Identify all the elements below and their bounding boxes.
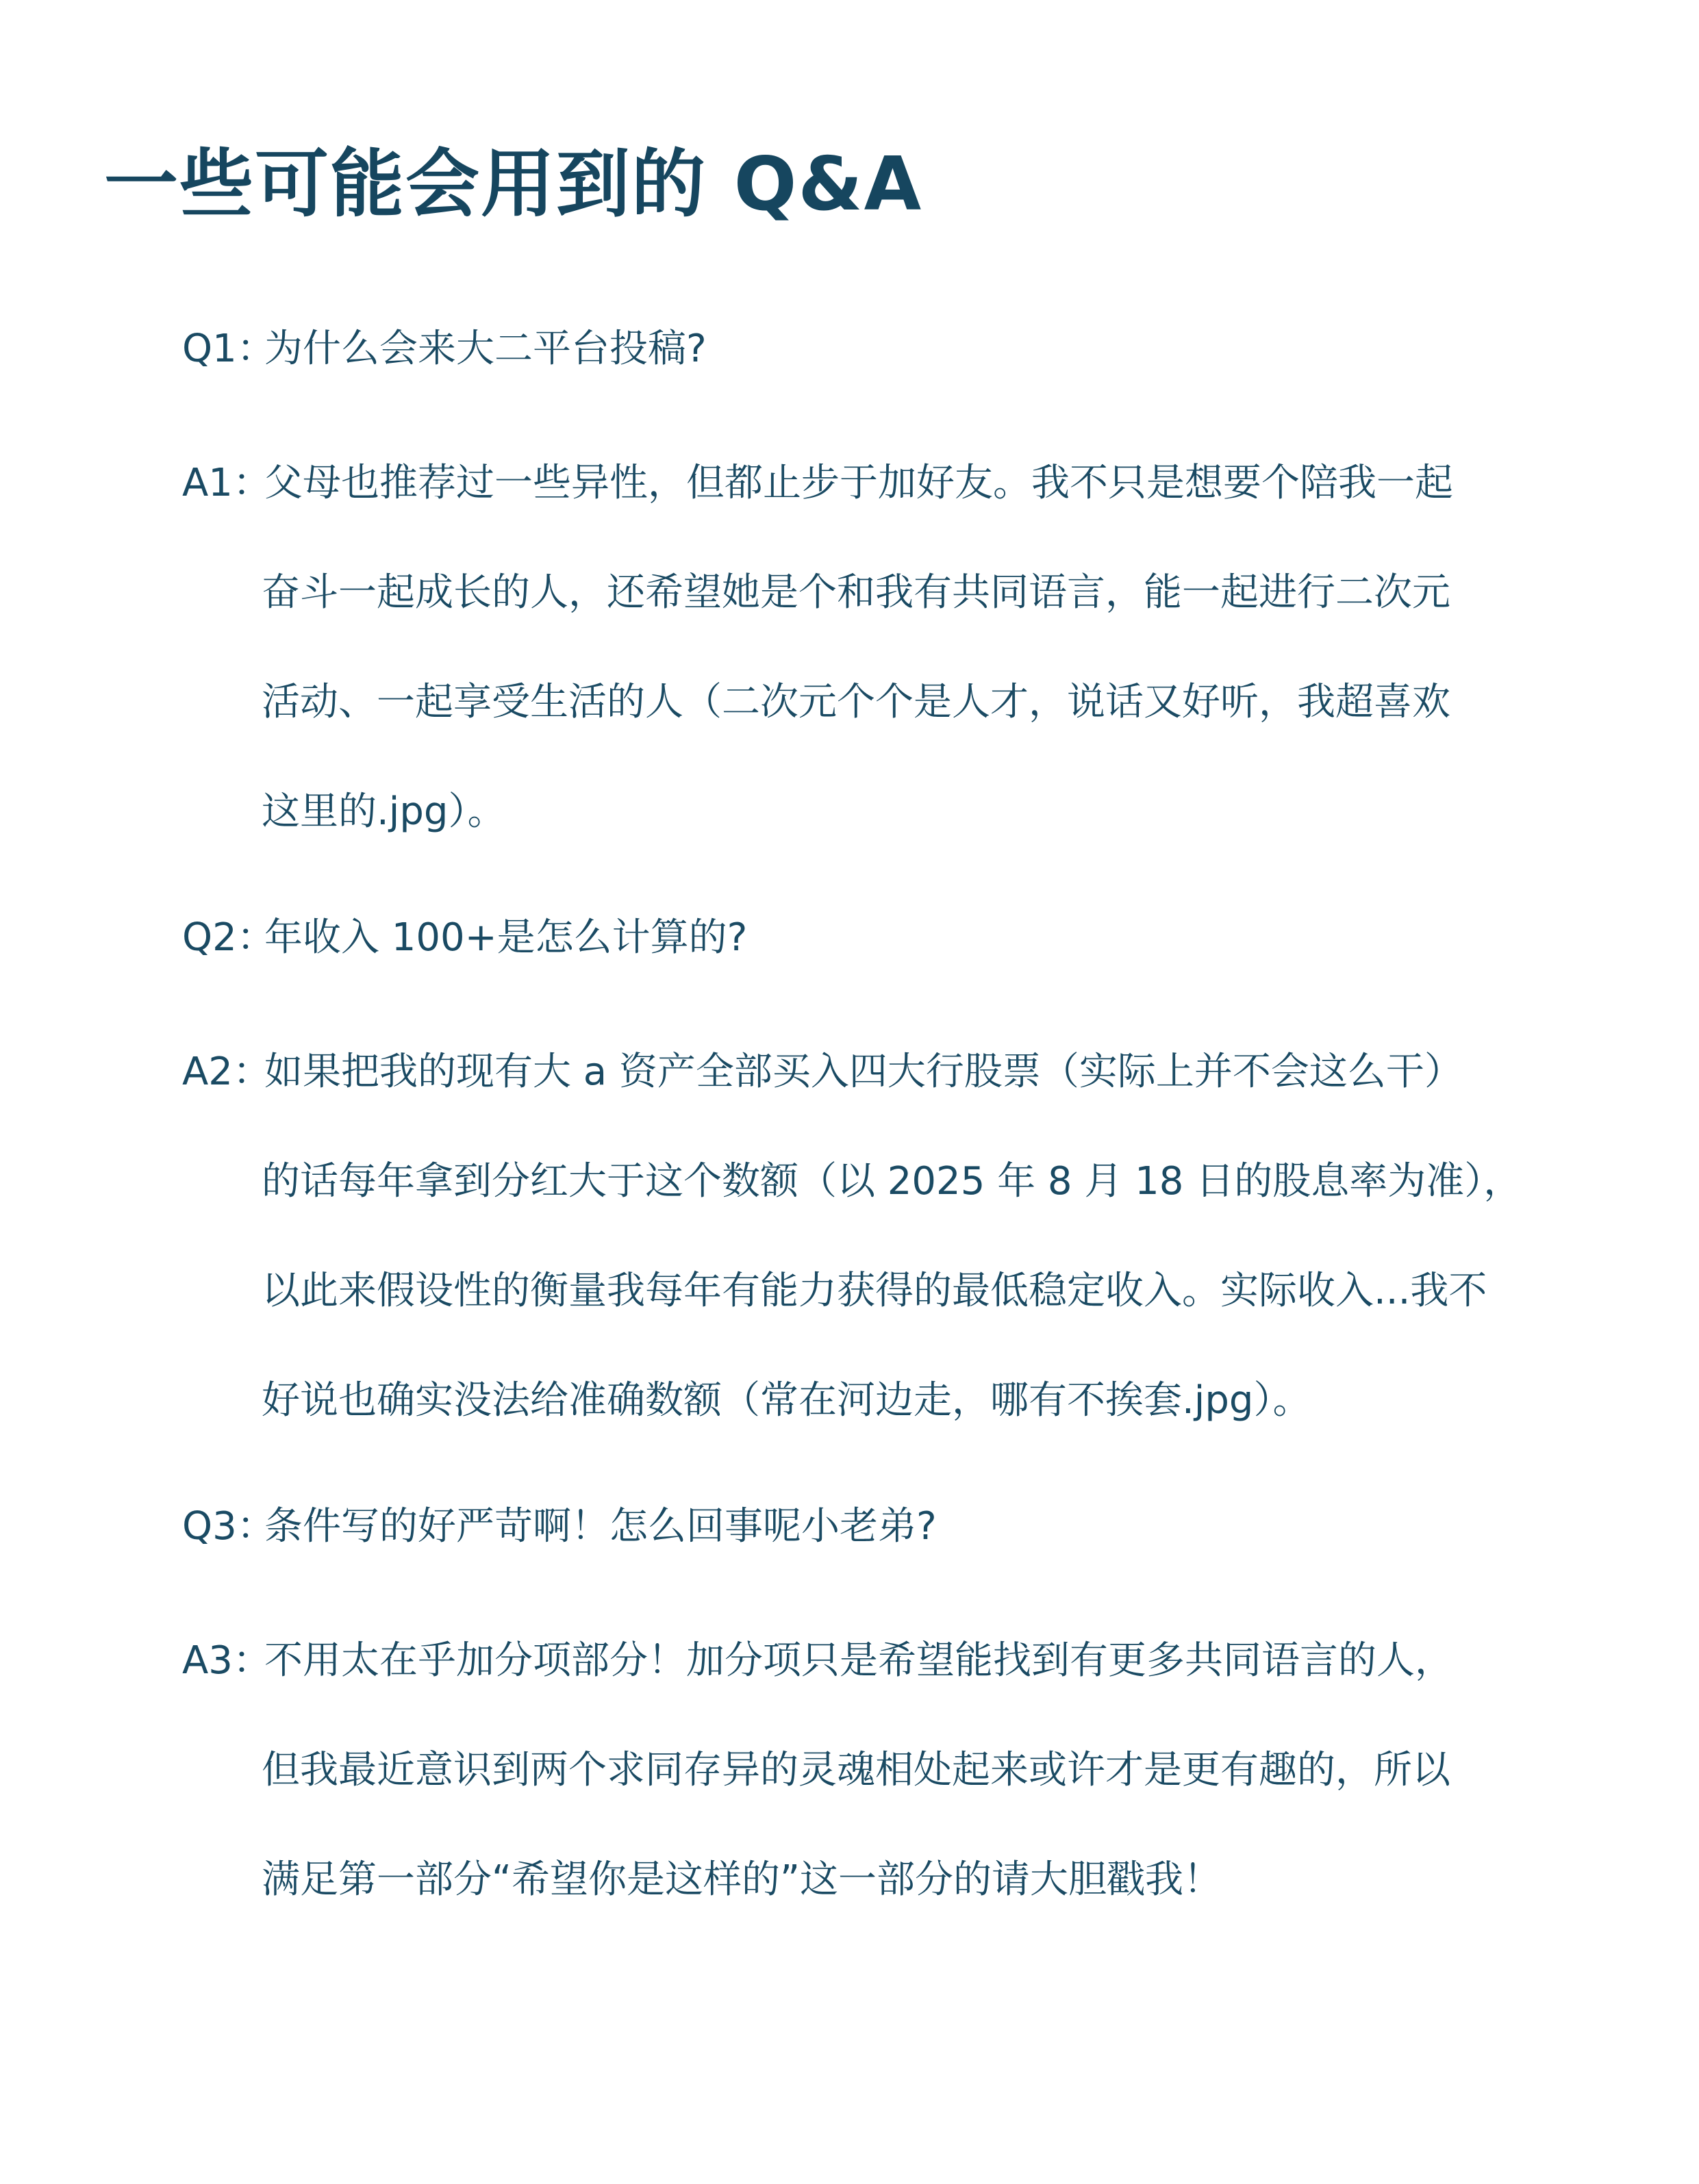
text-line: 不用太在乎加分项部分！加分项只是希望能找到有更多共同语言的人， — [264, 1638, 1453, 1683]
text-line: 年收入 100+是怎么计算的? — [264, 915, 748, 960]
text-line: 但我最近意识到两个求同存异的灵魂相处起来或许才是更有趣的，所以 — [262, 1748, 1450, 1792]
text-line: 为什么会来大二平台投稿? — [264, 327, 707, 371]
text-line: 条件写的好严苛啊！怎么回事呢小老弟? — [264, 1504, 937, 1549]
answer-text — [182, 429, 1545, 867]
answer-1 — [182, 429, 1545, 867]
question-text — [182, 883, 1545, 993]
question-label: Q2： — [182, 915, 275, 960]
question-3 — [182, 1472, 1545, 1582]
text-line: 父母也推荐过一些异性，但都止步于加好友。我不只是想要个陪我一起 — [264, 461, 1453, 505]
question-label: Q3： — [182, 1504, 275, 1549]
text-line: 好说也确实没法给准确数额（常在河边走，哪有不挨套.jpg）。 — [262, 1378, 1311, 1423]
text-line: 活动、一起享受生活的人（二次元个个是人才，说话又好听，我超喜欢 — [262, 680, 1450, 724]
answer-label: A1： — [182, 461, 271, 505]
question-text — [182, 294, 1545, 404]
answer-text — [182, 1017, 1545, 1456]
text-line: 奋斗一起成长的人，还希望她是个和我有共同语言，能一起进行二次元 — [262, 570, 1450, 615]
answer-label: A2： — [182, 1050, 271, 1094]
page-title: 一些可能会用到的 Q&A — [104, 142, 923, 227]
text-line: 如果把我的现有大 a 资产全部买入四大行股票（实际上并不会这么干） — [264, 1050, 1463, 1094]
question-text — [182, 1472, 1545, 1582]
answer-text — [182, 1606, 1545, 1935]
answer-label: A3： — [182, 1638, 271, 1683]
answer-3 — [182, 1606, 1545, 1935]
answer-2 — [182, 1017, 1545, 1456]
text-line: 以此来假设性的衡量我每年有能力获得的最低稳定收入。实际收入...我不 — [262, 1269, 1487, 1313]
text-line: 的话每年拿到分红大于这个数额（以 2025 年 8 月 18 日的股息率为准）， — [262, 1159, 1522, 1204]
text-line: 这里的.jpg）。 — [262, 789, 506, 834]
question-label: Q1： — [182, 327, 275, 371]
question-2 — [182, 883, 1545, 993]
text-line: 满足第一部分“希望你是这样的”这一部分的请大胆戳我！ — [262, 1857, 1222, 1902]
question-1 — [182, 294, 1545, 404]
